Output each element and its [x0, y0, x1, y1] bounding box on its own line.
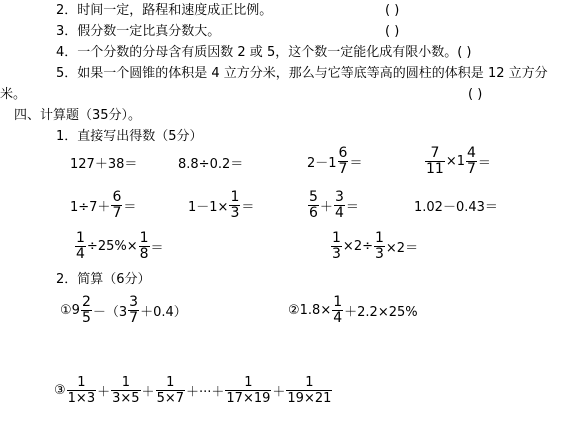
denominator: 7 — [467, 160, 476, 177]
expr-text: ②1.8× — [288, 302, 332, 318]
denominator: 3 — [230, 204, 240, 221]
fraction — [229, 190, 240, 221]
numerator: 1 — [77, 374, 86, 390]
fraction — [128, 295, 139, 326]
equals: ＝ — [349, 155, 363, 171]
expr-text: ①9 — [60, 302, 80, 318]
equals: ＝ — [241, 199, 255, 215]
fraction — [338, 146, 349, 177]
numerator: 3 — [334, 188, 344, 205]
numerator: 1 — [230, 188, 240, 205]
plus-operator: ＋ — [141, 384, 155, 400]
expr-text: 127＋38＝ — [70, 156, 138, 172]
denominator: 17×19 — [226, 390, 271, 406]
fraction — [332, 295, 343, 326]
fraction — [466, 146, 477, 177]
numerator: 7 — [430, 144, 440, 161]
part-2-title: 2．简算（6分） — [56, 272, 151, 287]
denominator: 3×5 — [112, 390, 140, 406]
denominator: 4 — [76, 245, 85, 262]
equals: ×2＝ — [385, 240, 419, 256]
denominator: 5 — [81, 309, 91, 326]
numerator: 1 — [332, 229, 341, 246]
calc-127-plus-38 — [70, 153, 137, 171]
calc-1-div-7-plus — [70, 187, 136, 223]
equals: ＝ — [123, 199, 137, 215]
denominator: 4 — [334, 204, 344, 221]
expr-text: 8.8÷0.2＝ — [178, 156, 244, 172]
expr-text: 1－1× — [188, 199, 229, 215]
denominator: 7 — [129, 309, 139, 326]
numerator: 4 — [467, 144, 476, 161]
fraction — [139, 231, 150, 262]
judge-q4: 4．一个分数的分母含有质因数 2 或 5，这个数一定能化成有限小数。( ) — [56, 45, 472, 60]
denominator: 6 — [309, 204, 318, 221]
part-1-title: 1．直接写出得数（5分） — [56, 129, 203, 144]
calc-8.8-div-0.2 — [178, 153, 243, 171]
denominator: 1×3 — [67, 390, 96, 406]
denominator: 5×7 — [156, 390, 184, 406]
fraction — [75, 231, 86, 262]
calc-1-3-times-2-div — [330, 228, 418, 264]
numerator: 1 — [333, 293, 343, 310]
denominator: 19×21 — [287, 390, 332, 406]
fraction — [81, 295, 92, 326]
simplify-expr-2 — [288, 291, 418, 329]
denominator: 8 — [139, 245, 149, 262]
numerator: 1 — [166, 374, 175, 390]
judge-q2: 2．时间一定，路程和速度成正比例。 — [56, 3, 273, 18]
equals: ＝ — [150, 240, 164, 256]
plus-operator: ＋ — [97, 384, 111, 400]
section-4-title: 四、计算题（35分）。 — [14, 108, 142, 123]
ellipsis-operator: ＋···＋ — [186, 384, 225, 400]
denominator: 3 — [374, 245, 384, 262]
judge-q5-answer-paren[interactable]: ( ) — [468, 87, 483, 102]
numerator: 6 — [112, 188, 122, 205]
expr-text: ③ — [54, 382, 66, 398]
fraction — [308, 190, 319, 221]
calc-7-11-times-mixed — [424, 143, 491, 179]
numerator: 1 — [244, 374, 253, 390]
numerator: 1 — [305, 374, 314, 390]
fraction-term-5 — [286, 375, 332, 406]
judge-q5-line1: 5．如果一个圆锥的体积是 4 立方分米，那么与它等底等高的圆柱的体积是 12 立方分 — [56, 66, 548, 81]
numerator: 1 — [374, 229, 384, 246]
fraction-term-2 — [111, 375, 140, 406]
equals: ＝ — [477, 155, 491, 171]
expr-text: －（3 — [92, 304, 128, 320]
fraction — [374, 231, 385, 262]
numerator: 1 — [121, 374, 130, 390]
expr-text: 2－1 — [307, 155, 337, 171]
simplify-expr-3 — [54, 370, 333, 410]
denominator: 3 — [332, 245, 341, 262]
numerator: 6 — [338, 144, 348, 161]
denominator: 4 — [333, 309, 343, 326]
numerator: 2 — [81, 293, 91, 310]
fraction — [111, 190, 122, 221]
numerator: 5 — [309, 188, 318, 205]
numerator: 3 — [129, 293, 139, 310]
calc-1-4-div-25pct — [74, 228, 164, 264]
judge-q3-answer-paren[interactable]: ( ) — [385, 24, 400, 39]
calc-1.02-minus-0.43 — [414, 196, 498, 214]
numerator: 1 — [76, 229, 85, 246]
calc-1-minus-1-times — [188, 187, 254, 223]
simplify-expr-1 — [60, 291, 187, 329]
denominator: 7 — [338, 160, 348, 177]
denominator: 7 — [112, 204, 122, 221]
calc-5-6-plus-3-4 — [307, 187, 359, 223]
operator: ×1 — [445, 153, 465, 169]
fraction — [425, 146, 445, 177]
fraction — [331, 231, 342, 262]
expr-text: 1÷7＋ — [70, 199, 111, 215]
expr-text: ＋2.2×25% — [344, 304, 418, 320]
expr-text: ＋0.4） — [140, 304, 187, 320]
expr-text: 1.02－0.43＝ — [414, 199, 498, 215]
equals: ＝ — [345, 199, 359, 215]
calc-2-minus-mixed — [307, 143, 362, 179]
operator: ＋ — [319, 199, 333, 215]
numerator: 1 — [139, 229, 149, 246]
operator: ÷25%× — [86, 238, 138, 254]
denominator: 11 — [426, 160, 444, 177]
fraction-term-1 — [67, 375, 96, 406]
fraction — [334, 190, 345, 221]
judge-q3: 3．假分数一定比真分数大。 — [56, 24, 221, 39]
fraction-term-4 — [225, 375, 271, 406]
plus-operator: ＋ — [272, 384, 286, 400]
fraction-term-3 — [156, 375, 185, 406]
judge-q5-line2: 米。 — [0, 87, 27, 102]
operator: ×2÷ — [342, 238, 373, 254]
judge-q2-answer-paren[interactable]: ( ) — [385, 3, 400, 18]
